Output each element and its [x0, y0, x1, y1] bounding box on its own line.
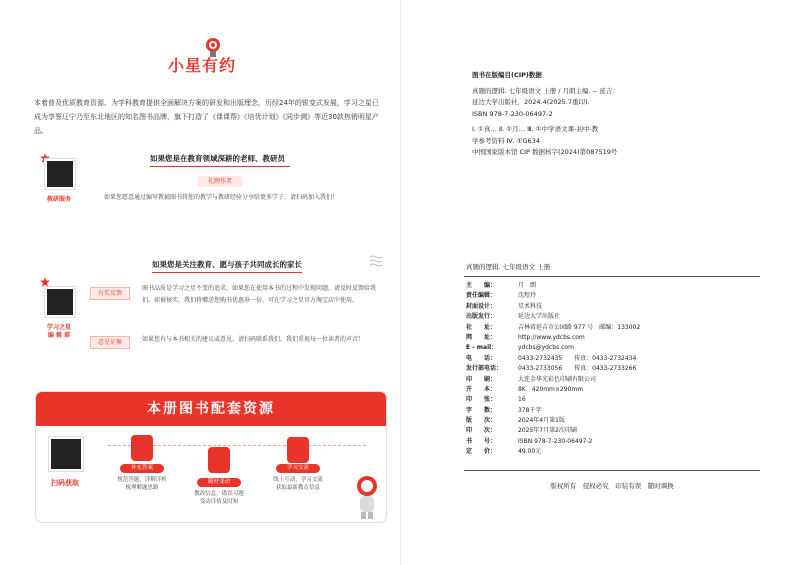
star-icon: [40, 148, 48, 156]
info-row: [466, 395, 760, 405]
copyright-footer: 版权所有 侵权必究 印装有误 随时调换: [550, 482, 674, 490]
teacher-qr-code[interactable]: [44, 158, 76, 190]
intro-paragraph: 本着普及优质教育资源、为学科教育提供全面解决方案的研发和出版理念，历经24年的锐变式发展，学习之星已成为享誉辽宁乃至东北地区的知名图书品牌，旗下打造了《课课帮》《培优计划》《同步测》等近30款热销明星产品。: [34, 99, 379, 135]
cip-line: 延边大学出版社，2024.4(2025.7重印).: [472, 98, 590, 106]
info-value: 378千字: [518, 406, 542, 414]
info-value: ISBN 978-7-230-06497-2: [518, 437, 593, 445]
resource-desc-2a: 教改信息，勘误习题: [194, 491, 244, 497]
info-value: 月 朗: [518, 282, 537, 289]
info-label: 责任编辑：: [466, 292, 497, 300]
info-label: E - mail：: [466, 344, 498, 352]
parent-qr-caption-1: 学习之星: [46, 324, 71, 331]
resource-tag-2: 随材变动: [197, 478, 241, 487]
suggestion-text: 如果您有与本书相关的建议或意见，请扫码联系我们。我们重视每一位读者的声音！: [142, 336, 365, 343]
resource-tag-3: 学习交流: [276, 464, 320, 473]
resources-header: 本册图书配套资源: [36, 392, 386, 426]
info-row: [466, 385, 760, 395]
feedback-text: 图书品质是学习之星不变的追求。如果您在使用本书的过程中发现问题，请及时反馈给我们，如被核实，我们将赠送您购书优惠券一份。可在学习之星官方淘宝店中使用。: [142, 285, 377, 304]
info-value: 2025年7月第2次印刷: [518, 427, 577, 435]
page-fold: [400, 0, 401, 565]
info-value: 2024年4月第1版: [518, 417, 565, 425]
info-value: ydcbs@ydcbs.com: [518, 344, 574, 352]
info-row: [466, 416, 760, 426]
info-row: [466, 323, 760, 333]
top-rule: [464, 276, 760, 277]
resources-qr-code[interactable]: [48, 436, 84, 472]
wave-icon: [370, 254, 382, 273]
cip-line: ISBN 978-7-230-06497-2: [472, 109, 553, 118]
resource-tag-1: 补充答案: [120, 464, 164, 473]
document-icon: [208, 447, 230, 473]
teacher-heading: 如果您是在教育领域深耕的老师、教研员: [150, 154, 285, 163]
info-label: 发行部电话：: [466, 365, 503, 373]
info-label: 社 址：: [466, 323, 497, 331]
info-label: 印 次：: [466, 427, 497, 435]
community-icon: [287, 437, 309, 463]
info-label: 字 数：: [466, 406, 497, 414]
info-value: 0433-2733056 传真：0433-2733266: [518, 365, 637, 373]
info-value: 沈煜玲: [518, 292, 537, 300]
info-row: [466, 437, 760, 447]
resources-qr-caption: 扫码获取: [51, 479, 79, 487]
info-value: 0433-2732435 传真：0433-2732434: [518, 354, 637, 362]
suggestion-tag: 意见征集: [90, 336, 130, 349]
info-row: [466, 312, 760, 322]
info-label: 出版发行：: [466, 313, 497, 321]
info-label: 封面设计：: [466, 302, 497, 310]
info-row: [466, 281, 760, 291]
cip-line: Ⅰ. ①真… Ⅱ. ①月… Ⅲ. ①中学语文课-初中-教: [472, 125, 599, 133]
info-value: 吉林省延吉市公园路 977 号 邮编：133002: [518, 323, 641, 331]
teacher-heading-underline: [150, 166, 290, 167]
info-value: 8K 420mm×290mm: [518, 385, 584, 393]
info-value: 大连金华光彩色印刷有限公司: [518, 375, 597, 383]
bottom-rule: [464, 470, 760, 471]
info-row: [466, 291, 760, 301]
info-label: 版 次：: [466, 417, 497, 425]
parent-qr-code[interactable]: [44, 286, 76, 318]
info-row: [466, 364, 760, 374]
info-row: [466, 406, 760, 416]
cip-line: 学参考资料 Ⅳ. ①G634: [472, 136, 540, 145]
info-value: 延边大学出版社: [518, 313, 561, 321]
brand-title: 小星有约: [168, 56, 237, 75]
answer-icon: [131, 435, 153, 461]
teacher-pill: 礼聘作者: [197, 176, 243, 187]
feedback-tag: 有奖反馈: [90, 287, 130, 300]
info-row: [466, 375, 760, 385]
info-label: 印 刷：: [466, 375, 497, 383]
parent-qr-caption-2: 编 辑 部: [47, 332, 71, 339]
info-value: 16: [518, 396, 526, 404]
parent-heading-underline: [152, 272, 302, 273]
teacher-text: 如果您愿意通过编写教辅图书将您的教学与教研经验分享给更多学子，请扫码加入我们！: [104, 194, 339, 201]
resource-desc-2b: 变动详情及时知: [199, 499, 239, 505]
book-title: 真题的逻辑. 七年级语文 上册: [466, 263, 551, 271]
info-label: 印 张：: [466, 396, 497, 404]
cip-line: 图书在版编目(CIP)数据: [472, 71, 542, 79]
parent-heading: 如果您是关注教育、愿与孩子共同成长的家长: [152, 260, 302, 269]
astronaut-mascot-icon: [352, 474, 382, 524]
info-value: 星术科技: [518, 302, 543, 310]
info-row: [466, 302, 760, 312]
info-row: [466, 354, 760, 364]
resource-desc-3a: 线上互动，学习交流: [273, 477, 323, 483]
info-row: [466, 333, 760, 343]
resource-desc-1b: 梳理解题思路: [125, 485, 159, 491]
info-row: [466, 426, 760, 436]
info-label: 电 话：: [466, 354, 497, 362]
teacher-qr-caption: 教研服务: [46, 196, 71, 203]
info-label: 定 价：: [466, 448, 497, 456]
info-label: 开 本：: [466, 385, 497, 393]
cip-line: 真题的逻辑. 七年级语文 上册 / 月朗主编. -- 延吉：: [472, 86, 619, 95]
info-value: http://www.ydcbs.com: [518, 333, 585, 341]
info-label: 主 编：: [466, 282, 497, 289]
cip-block: [472, 70, 712, 159]
info-table: [466, 281, 760, 458]
info-label: 书 号：: [466, 437, 497, 445]
info-row: [466, 343, 760, 353]
info-row: [466, 447, 760, 457]
resource-desc-1a: 规范答题，详解详析: [117, 477, 167, 483]
resource-desc-3b: 获取最新教育信息: [275, 485, 320, 491]
cip-line: 中国国家版本馆 CIP 数据核字(2024)第087519号: [472, 148, 618, 156]
info-label: 网 址：: [466, 333, 497, 341]
info-value: 49.00元: [518, 448, 542, 456]
